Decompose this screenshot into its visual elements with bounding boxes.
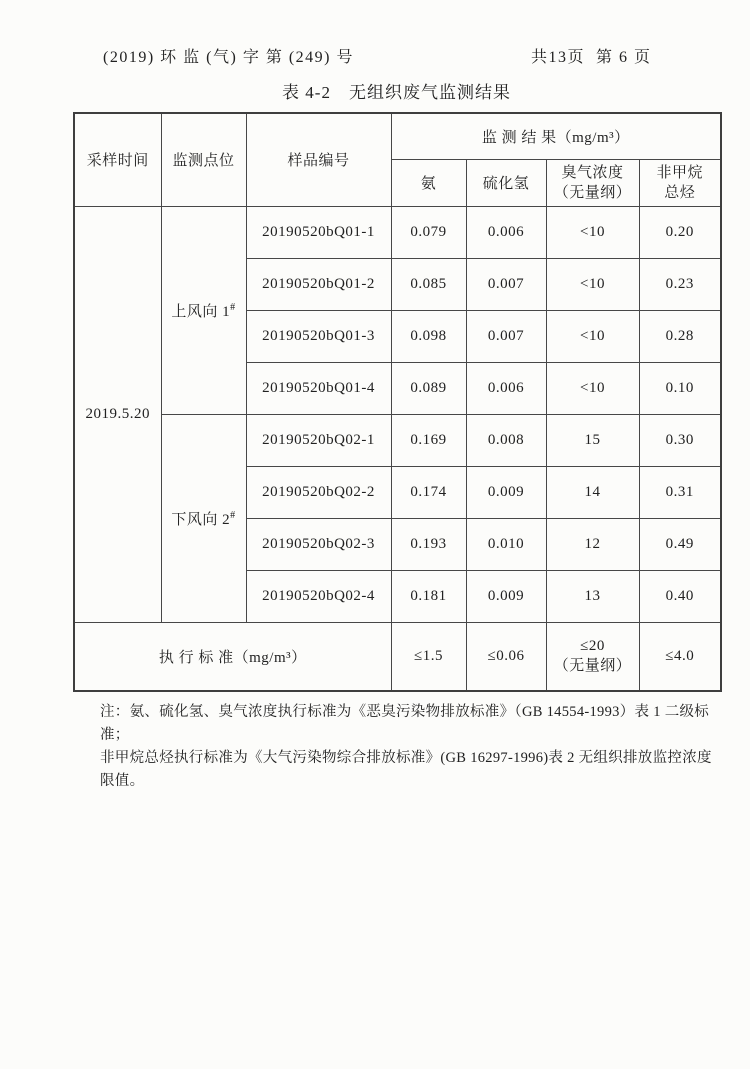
cell-h2s: 0.007: [466, 258, 546, 310]
standards-h2s: ≤0.06: [466, 622, 546, 691]
standards-odor-line1: ≤20: [580, 638, 605, 655]
cell-nh3: 0.098: [391, 310, 466, 362]
point-sup: #: [230, 509, 236, 521]
cell-odor: 14: [546, 466, 639, 518]
cell-odor: <10: [546, 310, 639, 362]
document-number: (2019) 环 监 (气) 字 第 (249) 号: [103, 49, 354, 66]
header-monitor-point: 监测点位: [161, 113, 246, 206]
cell-h2s: 0.006: [466, 362, 546, 414]
standards-row: [74, 622, 721, 691]
cell-h2s: 0.008: [466, 414, 546, 466]
cell-odor: 13: [546, 570, 639, 622]
header-odor-concentration: [546, 159, 639, 206]
table-title-text: 无组织废气监测结果: [348, 83, 511, 102]
cell-sample-date: 2019.5.20: [74, 206, 161, 622]
cell-h2s: 0.010: [466, 518, 546, 570]
footnote: [100, 701, 715, 793]
header-ammonia: 氨: [391, 159, 466, 206]
cell-nmhc: 0.30: [639, 414, 721, 466]
cell-h2s: 0.009: [466, 466, 546, 518]
table-title: [73, 78, 720, 103]
cell-odor: 12: [546, 518, 639, 570]
header-hydrogen-sulfide: 硫化氢: [466, 159, 546, 206]
standards-nmhc: ≤4.0: [639, 622, 721, 691]
cell-odor: <10: [546, 206, 639, 258]
footnote-line2: 非甲烷总烃执行标准为《大气污染物综合排放标准》(GB 16297-1996)表 2 无组织排放监控浓度限值。: [100, 750, 712, 789]
cell-sample-id: 20190520bQ01-1: [246, 206, 391, 258]
cell-nmhc: 0.31: [639, 466, 721, 518]
standards-nh3: ≤1.5: [391, 622, 466, 691]
cell-odor: 15: [546, 414, 639, 466]
header-nmhc-line2: 总烃: [664, 184, 696, 201]
cell-sample-id: 20190520bQ02-1: [246, 414, 391, 466]
header-nmhc-line1: 非甲烷: [656, 164, 704, 181]
cell-sample-id: 20190520bQ01-3: [246, 310, 391, 362]
cell-h2s: 0.009: [466, 570, 546, 622]
cell-nh3: 0.174: [391, 466, 466, 518]
cell-h2s: 0.007: [466, 310, 546, 362]
header-sample-id: 样品编号: [246, 113, 391, 206]
cell-nmhc: 0.23: [639, 258, 721, 310]
cell-nmhc: 0.49: [639, 518, 721, 570]
cell-odor: <10: [546, 258, 639, 310]
point-label: 上风向 1: [171, 303, 231, 320]
cell-nh3: 0.089: [391, 362, 466, 414]
table-row: [74, 414, 721, 466]
cell-sample-id: 20190520bQ02-2: [246, 466, 391, 518]
header-results-group: 监 测 结 果（mg/m³）: [391, 113, 721, 159]
point-label: 下风向 2: [171, 511, 231, 528]
cell-nh3: 0.085: [391, 258, 466, 310]
standards-label: 执 行 标 准（mg/m³）: [74, 622, 391, 691]
page-number-info: 共13页 第 6 页: [531, 49, 652, 66]
cell-sample-id: 20190520bQ02-4: [246, 570, 391, 622]
cell-nmhc: 0.10: [639, 362, 721, 414]
header-odor-line1: 臭气浓度: [561, 164, 624, 181]
cell-nh3: 0.193: [391, 518, 466, 570]
table-header-row-1: [74, 113, 721, 159]
cell-monitor-point-downwind: [161, 414, 246, 622]
cell-monitor-point-upwind: [161, 206, 246, 414]
cell-nmhc: 0.28: [639, 310, 721, 362]
cell-nmhc: 0.40: [639, 570, 721, 622]
cell-sample-id: 20190520bQ01-4: [246, 362, 391, 414]
cell-h2s: 0.006: [466, 206, 546, 258]
standards-odor: [546, 622, 639, 691]
cell-odor: <10: [546, 362, 639, 414]
header-odor-line2: （无量纲）: [553, 184, 632, 201]
cell-sample-id: 20190520bQ02-3: [246, 518, 391, 570]
table-title-prefix: 表 4-2: [282, 83, 331, 102]
table-row: [74, 206, 721, 258]
cell-nh3: 0.181: [391, 570, 466, 622]
cell-sample-id: 20190520bQ01-2: [246, 258, 391, 310]
cell-nh3: 0.079: [391, 206, 466, 258]
header-nmhc: [639, 159, 721, 206]
cell-nh3: 0.169: [391, 414, 466, 466]
header-sample-time: 采样时间: [74, 113, 161, 206]
monitoring-results-table: [73, 112, 722, 692]
point-sup: #: [230, 301, 236, 313]
footnote-line1: 注：氨、硫化氢、臭气浓度执行标准为《恶臭污染物排放标准》（GB 14554-1993）表 1 二级标准；: [100, 704, 710, 743]
cell-nmhc: 0.20: [639, 206, 721, 258]
standards-odor-line2: （无量纲）: [553, 658, 632, 675]
